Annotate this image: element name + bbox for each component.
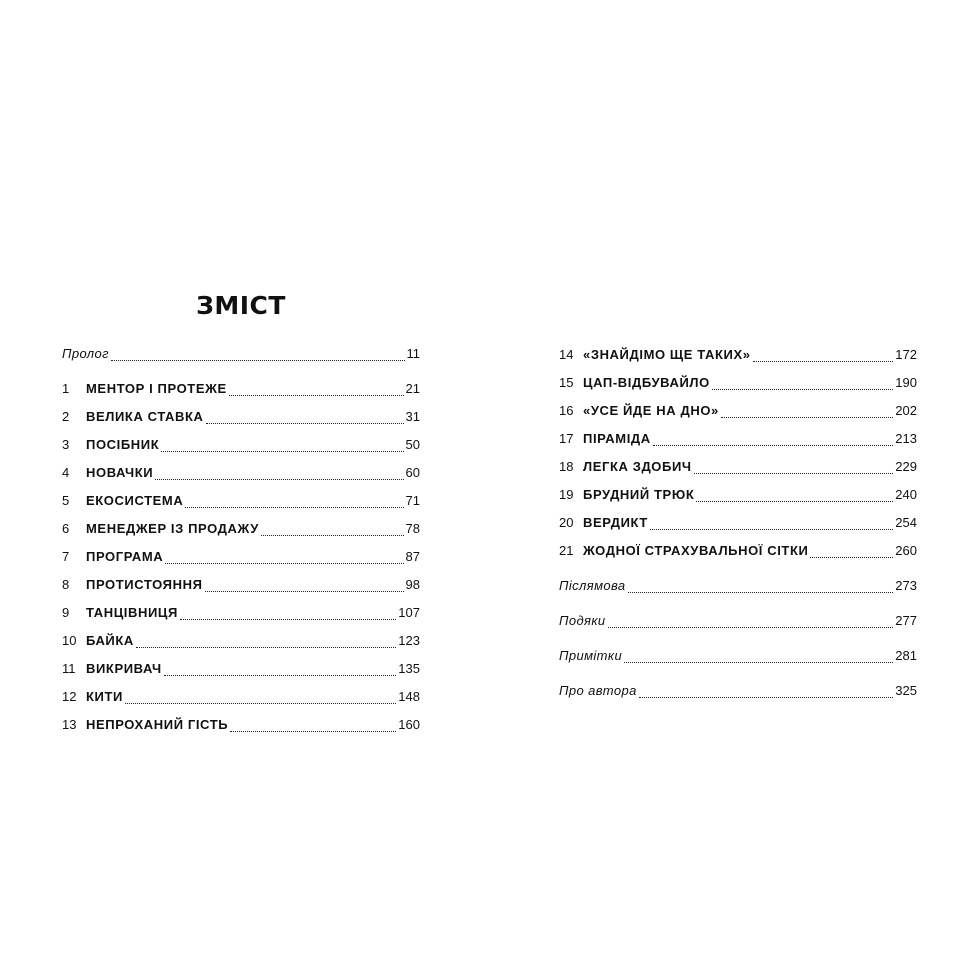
chapter-number: 3	[62, 437, 70, 452]
dot-leader	[164, 675, 397, 676]
page-number: 277	[895, 613, 917, 628]
page-number: 160	[398, 717, 420, 732]
entry-title: ВЕЛИКА СТАВКА	[86, 409, 204, 424]
dot-leader	[721, 417, 893, 418]
dot-leader	[229, 395, 404, 396]
toc-entry[interactable]	[62, 491, 420, 511]
entry-title: ВИКРИВАЧ	[86, 661, 162, 676]
dot-leader	[185, 507, 403, 508]
page-number: 260	[895, 543, 917, 558]
entry-title: ЖОДНОЇ СТРАХУВАЛЬНОЇ СІТКИ	[583, 543, 809, 558]
dot-leader	[650, 529, 893, 530]
dot-leader	[694, 473, 894, 474]
dot-leader	[205, 591, 404, 592]
page-number: 148	[398, 689, 420, 704]
entry-title: Пролог	[62, 346, 109, 361]
toc-entry[interactable]	[559, 373, 917, 393]
entry-title: «ЗНАЙДІМО ЩЕ ТАКИХ»	[583, 347, 751, 362]
page-number: 202	[895, 403, 917, 418]
page-number: 11	[406, 346, 420, 361]
chapter-number: 15	[559, 375, 574, 390]
page-number: 240	[895, 487, 917, 502]
dot-leader	[155, 479, 403, 480]
chapter-number: 17	[559, 431, 574, 446]
page-number: 123	[398, 633, 420, 648]
toc-entry[interactable]	[559, 611, 917, 631]
entry-title: ПРОГРАМА	[86, 549, 164, 564]
toc-entry[interactable]	[559, 429, 917, 449]
dot-leader	[161, 451, 403, 452]
chapter-number: 10	[62, 633, 77, 648]
toc-entry[interactable]	[559, 513, 917, 533]
entry-title: Післямова	[559, 578, 626, 593]
entry-title: КИТИ	[86, 689, 123, 704]
chapter-number: 20	[559, 515, 574, 530]
entry-title: Подяки	[559, 613, 606, 628]
toc-entry[interactable]	[559, 541, 917, 561]
toc-entry[interactable]	[62, 463, 420, 483]
page-number: 135	[398, 661, 420, 676]
dot-leader	[608, 627, 894, 628]
chapter-number: 16	[559, 403, 574, 418]
toc-entry[interactable]	[62, 435, 420, 455]
chapter-number: 11	[62, 661, 76, 676]
toc-entry[interactable]	[62, 379, 420, 399]
dot-leader	[624, 662, 893, 663]
chapter-number: 6	[62, 521, 70, 536]
page-number: 281	[895, 648, 917, 663]
toc-entry[interactable]	[559, 646, 917, 666]
entry-title: ТАНЦІВНИЦЯ	[86, 605, 178, 620]
toc-entry[interactable]	[559, 485, 917, 505]
dot-leader	[753, 361, 894, 362]
toc-entry[interactable]	[559, 681, 917, 701]
entry-title: Примітки	[559, 648, 623, 663]
page-number: 229	[895, 459, 917, 474]
entry-title: НОВАЧКИ	[86, 465, 154, 480]
chapter-number: 4	[62, 465, 70, 480]
page-number: 87	[405, 549, 420, 564]
toc-entry[interactable]	[559, 576, 917, 596]
page-number: 107	[398, 605, 420, 620]
entry-title: НЕПРОХАНИЙ ГІСТЬ	[86, 717, 229, 732]
toc-entry[interactable]	[62, 687, 420, 707]
page-number: 213	[895, 431, 917, 446]
entry-title: МЕНТОР І ПРОТЕЖЕ	[86, 381, 227, 396]
entry-title: ЕКОСИСТЕМА	[86, 493, 184, 508]
chapter-number: 1	[62, 381, 70, 396]
chapter-number: 19	[559, 487, 574, 502]
entry-title: ВЕРДИКТ	[583, 515, 648, 530]
dot-leader	[111, 360, 405, 361]
page-number: 98	[405, 577, 420, 592]
entry-title: ПІРАМІДА	[583, 431, 651, 446]
page-number: 273	[895, 578, 917, 593]
entry-title: ПРОТИСТОЯННЯ	[86, 577, 203, 592]
dot-leader	[180, 619, 396, 620]
toc-entry[interactable]	[62, 407, 420, 427]
entry-title: БАЙКА	[86, 633, 134, 648]
dot-leader	[261, 535, 404, 536]
toc-entry[interactable]	[62, 631, 420, 651]
toc-entry[interactable]	[62, 603, 420, 623]
page-number: 31	[405, 409, 420, 424]
page-number: 254	[895, 515, 917, 530]
dot-leader	[136, 647, 396, 648]
page-number: 190	[895, 375, 917, 390]
dot-leader	[653, 445, 894, 446]
entry-title: БРУДНИЙ ТРЮК	[583, 487, 695, 502]
toc-entry[interactable]	[559, 401, 917, 421]
dot-leader	[810, 557, 893, 558]
dot-leader	[628, 592, 894, 593]
chapter-number: 2	[62, 409, 70, 424]
chapter-number: 18	[559, 459, 574, 474]
page-number: 71	[405, 493, 420, 508]
chapter-number: 9	[62, 605, 70, 620]
toc-entry[interactable]	[559, 457, 917, 477]
chapter-number: 7	[62, 549, 70, 564]
page-number: 21	[405, 381, 420, 396]
chapter-number: 13	[62, 717, 77, 732]
dot-leader	[696, 501, 893, 502]
dot-leader	[639, 697, 894, 698]
chapter-number: 12	[62, 689, 77, 704]
entry-title: МЕНЕДЖЕР ІЗ ПРОДАЖУ	[86, 521, 259, 536]
dot-leader	[165, 563, 403, 564]
toc-entry[interactable]	[62, 344, 420, 364]
toc-entry[interactable]	[62, 659, 420, 679]
dot-leader	[206, 423, 404, 424]
dot-leader	[712, 389, 893, 390]
entry-title: Про автора	[559, 683, 637, 698]
chapter-number: 5	[62, 493, 70, 508]
entry-title: ПОСІБНИК	[86, 437, 160, 452]
entry-title: ЛЕГКА ЗДОБИЧ	[583, 459, 692, 474]
chapter-number: 21	[559, 543, 574, 558]
toc-entry[interactable]	[62, 575, 420, 595]
toc-entry[interactable]	[62, 547, 420, 567]
dot-leader	[125, 703, 396, 704]
page-number: 172	[895, 347, 917, 362]
page-number: 60	[405, 465, 420, 480]
page-number: 78	[405, 521, 420, 536]
chapter-number: 8	[62, 577, 70, 592]
toc-entry[interactable]	[62, 519, 420, 539]
page-number: 325	[895, 683, 917, 698]
chapter-number: 14	[559, 347, 574, 362]
toc-entry[interactable]	[62, 715, 420, 735]
entry-title: «УСЕ ЙДЕ НА ДНО»	[583, 403, 719, 418]
toc-entry[interactable]	[559, 345, 917, 365]
page-number: 50	[405, 437, 420, 452]
entry-title: ЦАП-ВІДБУВАЙЛО	[583, 375, 710, 390]
dot-leader	[230, 731, 396, 732]
toc-title: ЗМІСТ	[196, 291, 286, 320]
